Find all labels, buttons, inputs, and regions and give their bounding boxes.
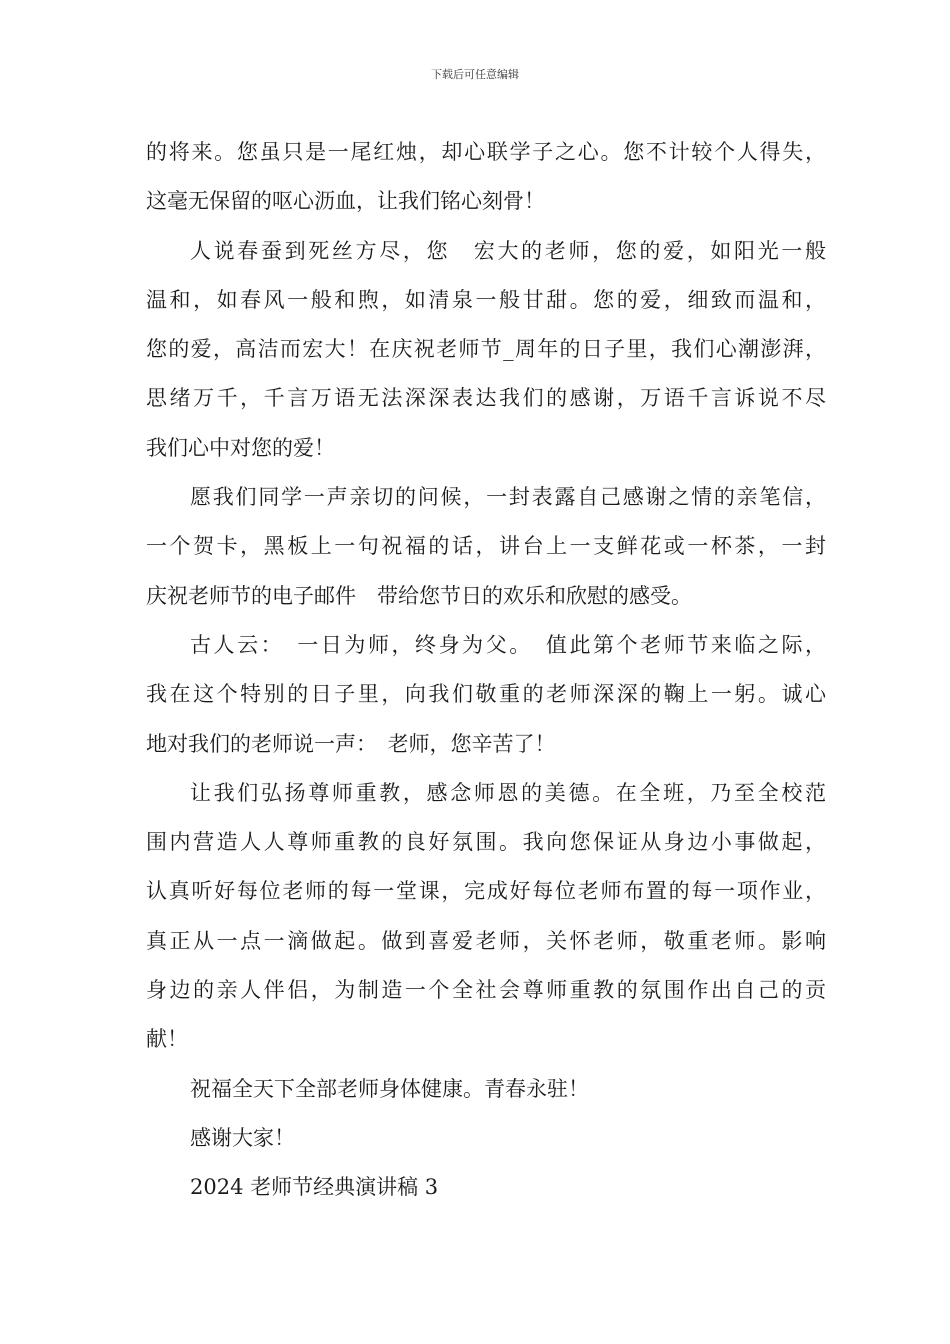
- document-body: [146, 128, 826, 1213]
- text-line: 您的爱，高洁而宏大！在庆祝老师节_周年的日子里，我们心潮澎湃，: [146, 337, 826, 362]
- page-header-note: 下载后可任意编辑: [431, 68, 519, 81]
- text-line: 祝福全天下全部老师身体健康。青春永驻！: [190, 1076, 589, 1101]
- section-heading: 2024 老师节经典演讲稿 3: [190, 1175, 439, 1200]
- text-line: 身边的亲人伴侣，为制造一个全社会尊师重教的氛围作出自己的贡: [146, 978, 826, 1003]
- text-line: 认真听好每位老师的每一堂课，完成好每位老师布置的每一项作业，: [146, 879, 826, 904]
- text-line: 的将来。您虽只是一尾红烛，却心联学子之心。您不计较个人得失，: [146, 140, 826, 164]
- text-line: 思绪万千，千言万语无法深深表达我们的感谢，万语千言诉说不尽: [146, 386, 826, 411]
- text-line: 地对我们的老师说一声： 老师，您辛苦了！: [146, 731, 556, 756]
- text-line: 这毫无保留的呕心沥血，让我们铭心刻骨！: [146, 189, 545, 214]
- text-line: 围内营造人人尊师重教的良好氛围。我向您保证从身边小事做起，: [146, 830, 826, 855]
- text-line: 人说春蚕到死丝方尽，您 宏大的老师，您的爱，如阳光一般: [190, 238, 826, 263]
- text-line: 献！: [146, 1027, 188, 1052]
- text-line: 一个贺卡，黑板上一句祝福的话，讲台上一支鲜花或一杯茶，一封: [146, 534, 826, 559]
- text-line: 我在这个特别的日子里，向我们敬重的老师深深的鞠上一躬。诚心: [146, 682, 826, 707]
- text-line: 感谢大家！: [190, 1125, 295, 1150]
- text-line: 我们心中对您的爱！: [146, 435, 335, 460]
- text-line: 真正从一点一滴做起。做到喜爱老师，关怀老师，敬重老师。影响: [146, 928, 826, 953]
- text-line: 让我们弘扬尊师重教，感念师恩的美德。在全班，乃至全校范: [190, 780, 826, 805]
- text-line: 庆祝老师节的电子邮件 带给您节日的欢乐和欣慰的感受。: [146, 583, 692, 608]
- text-line: 温和，如春风一般和煦，如清泉一般甘甜。您的爱，细致而温和，: [146, 287, 826, 312]
- text-line: 古人云： 一日为师，终身为父。 值此第个老师节来临之际，: [190, 632, 826, 657]
- text-line: 愿我们同学一声亲切的问候，一封表露自己感谢之情的亲笔信，: [190, 485, 826, 510]
